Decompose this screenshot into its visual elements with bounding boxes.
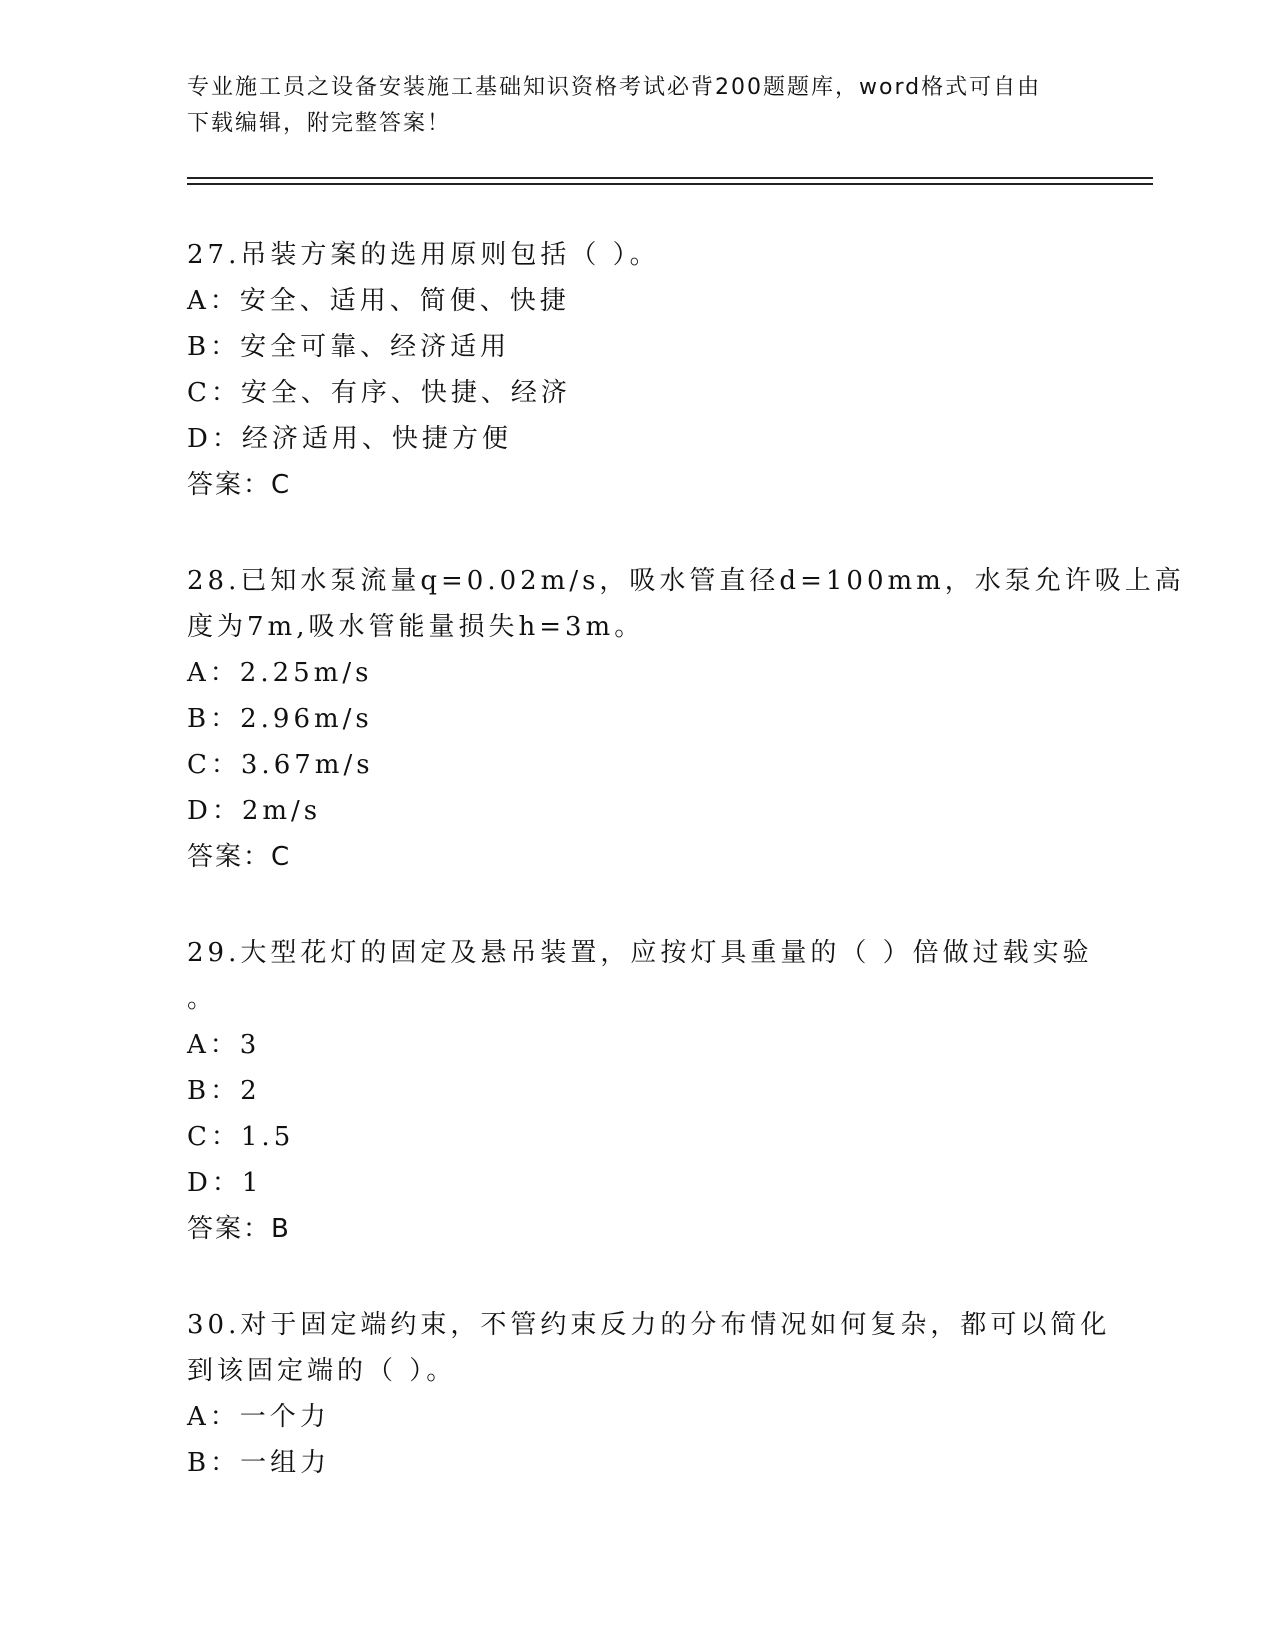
option-b: B：一组力 — [187, 1448, 331, 1478]
header-rule-bottom — [187, 183, 1153, 185]
option-c: C：3.67m/s — [187, 750, 374, 780]
option-a: A：2.25m/s — [187, 658, 373, 688]
question-stem: 30.对于固定端约束，不管约束反力的分布情况如何复杂，都可以简化 — [187, 1310, 1111, 1340]
header-line-1: 专业施工员之设备安装施工基础知识资格考试必背200题题库，word格式可自由 — [187, 75, 1042, 100]
option-b: B：安全可靠、经济适用 — [187, 332, 511, 362]
option-b: B：2 — [187, 1076, 261, 1106]
option-c: C：1.5 — [187, 1122, 295, 1152]
question-list — [187, 232, 1185, 1486]
answer-text: 答案：B — [187, 1214, 291, 1244]
question-27 — [187, 232, 1087, 508]
answer-text: 答案：C — [187, 470, 292, 500]
answer-text: 答案：C — [187, 842, 292, 872]
option-d: D：2m/s — [187, 796, 322, 826]
option-c: C：安全、有序、快捷、经济 — [187, 378, 571, 408]
document-header — [187, 70, 1087, 142]
header-line-2: 下载编辑，附完整答案！ — [187, 111, 452, 136]
question-30 — [187, 1302, 1111, 1486]
question-stem: 27.吊装方案的选用原则包括（ ）。 — [187, 240, 660, 270]
option-a: A：3 — [187, 1030, 261, 1060]
question-stem-cont: 度为7m,吸水管能量损失h=3m。 — [187, 612, 645, 642]
option-a: A：安全、适用、简便、快捷 — [187, 286, 570, 316]
question-stem: 28.已知水泵流量q=0.02m/s，吸水管直径d=100mm，水泵允许吸上高 — [187, 566, 1185, 596]
question-stem-cont: 。 — [187, 984, 218, 1014]
option-a: A：一个力 — [187, 1402, 330, 1432]
option-d: D：1 — [187, 1168, 263, 1198]
question-stem: 29.大型花灯的固定及悬吊装置，应按灯具重量的（ ）倍做过载实验 — [187, 938, 1093, 968]
question-28 — [187, 558, 1185, 880]
question-29 — [187, 930, 1093, 1252]
header-rule-top — [187, 177, 1153, 179]
question-stem-cont: 到该固定端的（ ）。 — [187, 1356, 457, 1386]
option-b: B：2.96m/s — [187, 704, 373, 734]
option-d: D：经济适用、快捷方便 — [187, 424, 512, 454]
